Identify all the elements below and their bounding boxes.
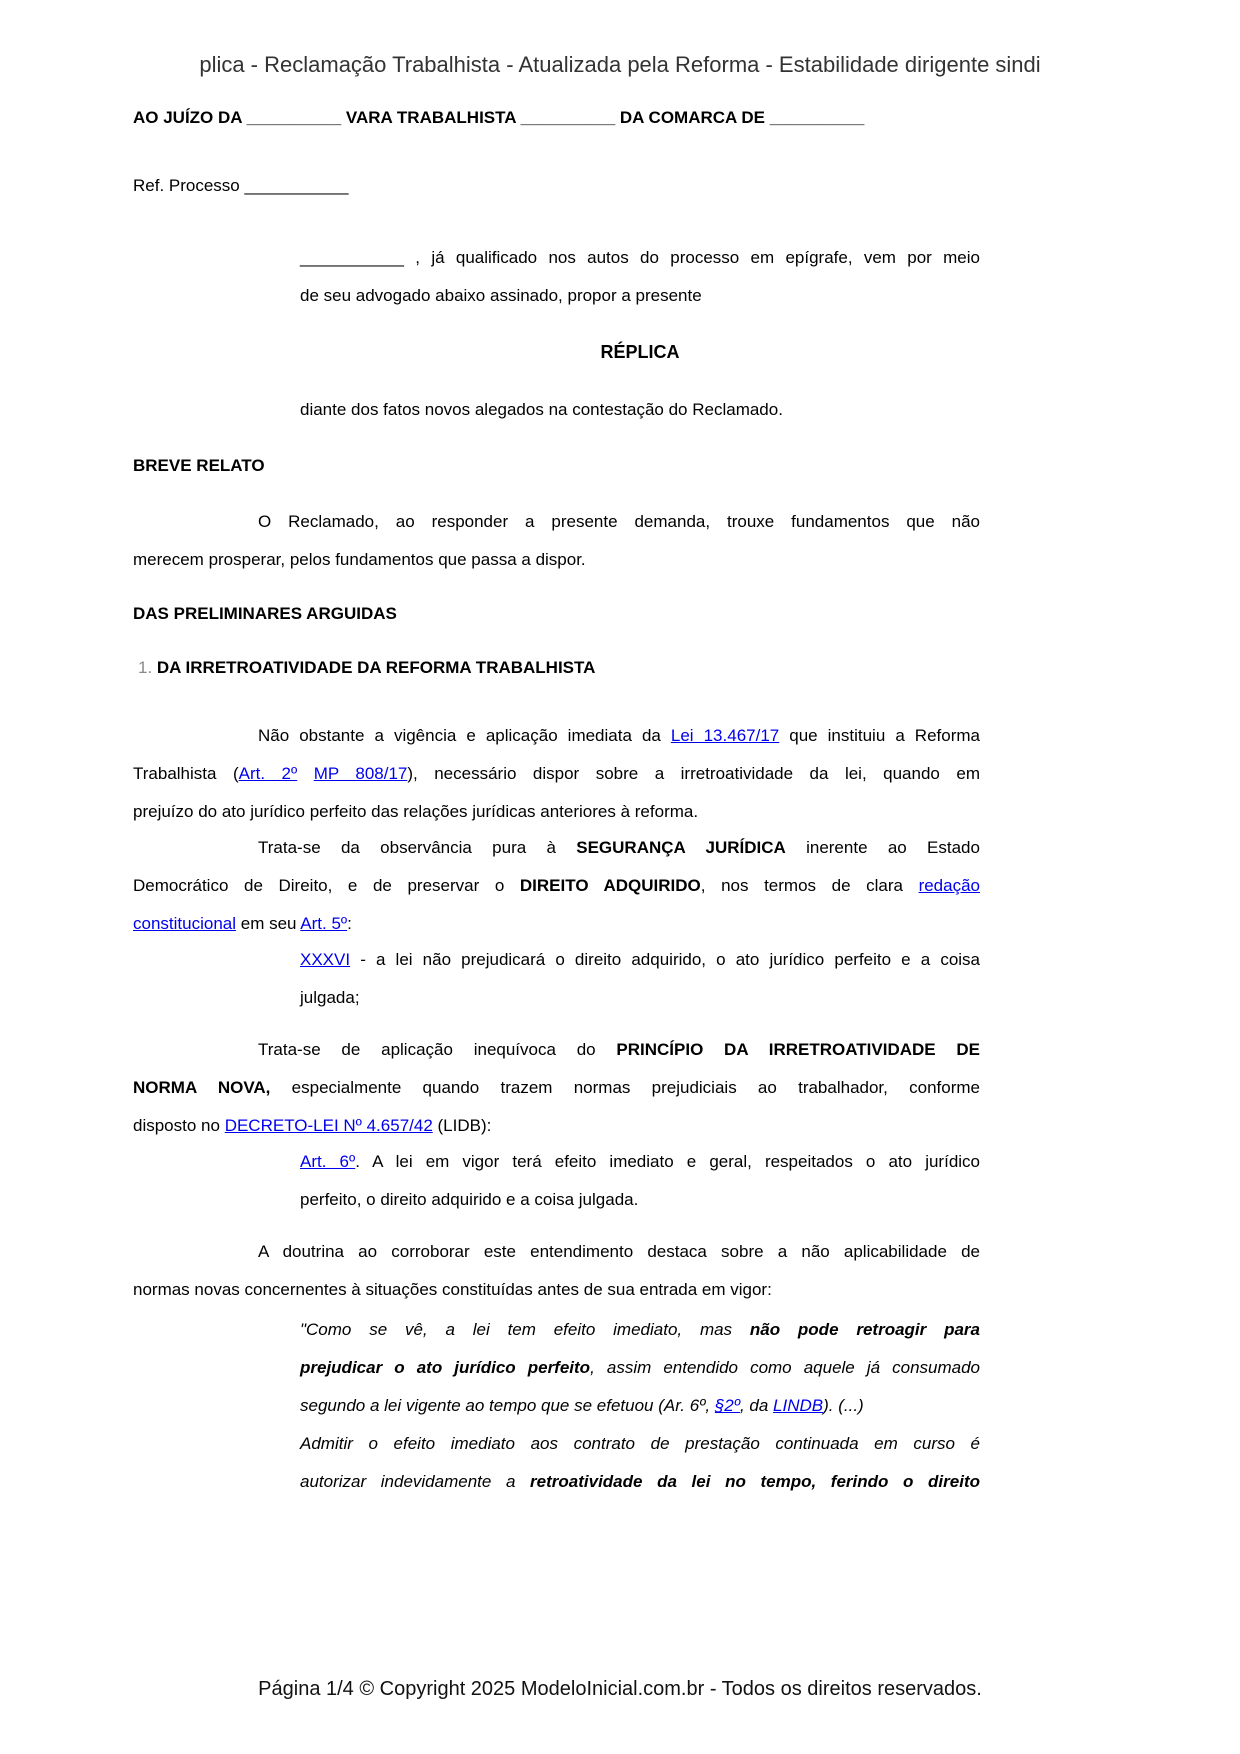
link-lindb[interactable]: LINDB — [773, 1396, 824, 1415]
quote-art6-line-2 — [300, 1188, 980, 1212]
diante-line — [300, 398, 980, 422]
text-run: prejudicar o ato jurídico perfeito — [300, 1358, 591, 1377]
text-run: SEGURANÇA JURÍDICA — [576, 838, 786, 857]
text-run: Ref. Processo ___________ — [133, 176, 349, 195]
link-art-5[interactable]: Art. 5º — [300, 914, 348, 933]
text-run: DAS PRELIMINARES ARGUIDAS — [133, 604, 397, 623]
link-mp-808-17[interactable]: MP 808/17 — [313, 764, 408, 783]
p-reclamado-line-2 — [133, 548, 980, 572]
qualification-line-1 — [300, 246, 980, 270]
text-run: BREVE RELATO — [133, 456, 265, 475]
text-run: "Como se vê, a lei tem efeito imediato, mas — [300, 1320, 750, 1339]
p-nao-obstante-line-3 — [133, 800, 980, 824]
text-run: - a lei não prejudicará o direito adquirido, o ato jurídico perfeito e a coisa — [350, 950, 980, 969]
text-run: , assim entendido como aquele já consumado — [590, 1358, 980, 1377]
text-run: , nos termos de clara — [700, 876, 919, 895]
text-run: merecem prosperar, pelos fundamentos que passa a dispor. — [133, 550, 586, 569]
text-run: AO JUÍZO DA __________ VARA TRABALHISTA __________ DA COMARCA DE __________ — [133, 108, 865, 127]
text-run: ). (...) — [823, 1396, 864, 1415]
quote-admitir-line-2 — [300, 1470, 980, 1494]
text-run: DIREITO ADQUIRIDO — [519, 876, 701, 895]
qualification-line-2 — [300, 284, 980, 308]
document-title: plica - Reclamação Trabalhista - Atualizada pela Reforma - Estabilidade dirigente sindi — [199, 52, 1041, 77]
p-nao-obstante-line-1 — [133, 724, 980, 748]
text-run — [297, 764, 313, 783]
das-preliminares-heading — [133, 602, 980, 626]
text-run: julgada; — [300, 988, 360, 1007]
link-art-2[interactable]: Art. 2º — [238, 764, 298, 783]
text-run: Democrático de Direito, e de preservar o — [133, 876, 520, 895]
text-run: segundo a lei vigente ao tempo que se efetuou (Ar. 6º, — [300, 1396, 715, 1415]
text-run: , da — [739, 1396, 774, 1415]
text-run: Não obstante a vigência e aplicação imediata da — [258, 726, 671, 745]
p-trata-se-line-2 — [133, 874, 980, 898]
text-run: inerente ao Estado — [785, 838, 980, 857]
section-number: 1. — [138, 658, 157, 677]
text-run: Trata-se de aplicação inequívoca do — [258, 1040, 617, 1059]
link-xxxvi[interactable]: XXXVI — [300, 950, 351, 969]
link-art-6[interactable]: Art. 6º — [300, 1152, 356, 1171]
link-constitucional[interactable]: constitucional — [133, 914, 237, 933]
section-1-heading — [138, 656, 980, 680]
text-run: RÉPLICA — [600, 342, 680, 362]
text-run: PRINCÍPIO DA IRRETROATIVIDADE DE — [616, 1040, 980, 1059]
text-run: de seu advogado abaixo assinado, propor a presente — [300, 286, 702, 305]
p-trata-se-line-1 — [133, 836, 980, 860]
text-run: Trabalhista ( — [133, 764, 239, 783]
p-doutrina-line-2 — [133, 1278, 980, 1302]
replica-heading — [300, 340, 980, 364]
text-run: Trata-se da observância pura à — [258, 838, 577, 857]
text-run: normas novas concernentes à situações constituídas antes de sua entrada em vigor: — [133, 1280, 772, 1299]
text-run: : — [347, 914, 352, 933]
text-run: diante dos fatos novos alegados na contestação do Reclamado. — [300, 400, 783, 419]
link-lei-13467-17[interactable]: Lei 13.467/17 — [670, 726, 780, 745]
link-paragrafo-2[interactable]: §2º — [714, 1396, 740, 1415]
breve-relato-heading — [133, 454, 980, 478]
quote-como-se-ve-line-1 — [300, 1318, 980, 1342]
link-decreto-lei-4657-42[interactable]: DECRETO-LEI Nº 4.657/42 — [224, 1116, 433, 1135]
link-redacao[interactable]: redação — [918, 876, 980, 895]
p-trata-se-line-3 — [133, 912, 980, 936]
p-doutrina-line-1 — [133, 1240, 980, 1264]
text-run: não pode retroagir para — [749, 1320, 980, 1339]
quote-como-se-ve-line-3 — [300, 1394, 980, 1418]
text-run: que instituiu a Reforma — [779, 726, 980, 745]
p-nao-obstante-line-2 — [133, 762, 980, 786]
quote-xxxvi-line-1 — [300, 948, 980, 972]
text-run: A doutrina ao corroborar este entendimento destaca sobre a não aplicabilidade de — [258, 1242, 980, 1261]
quote-xxxvi-line-2 — [300, 986, 980, 1010]
quote-art6-line-1 — [300, 1150, 980, 1174]
text-run: O Reclamado, ao responder a presente demanda, trouxe fundamentos que não — [258, 512, 980, 531]
text-run: disposto no — [133, 1116, 225, 1135]
text-run: ___________ , já qualificado nos autos do processo em epígrafe, vem por meio — [300, 248, 980, 267]
page-footer: Página 1/4 © Copyright 2025 ModeloInicial.com.br - Todos os direitos reservados. — [258, 1678, 982, 1700]
text-run: especialmente quando trazem normas prejudiciais ao trabalhador, conforme — [270, 1078, 980, 1097]
text-run: retroatividade da lei no tempo, ferindo o direito — [530, 1472, 980, 1491]
court-header-line — [133, 106, 980, 130]
text-run: autorizar indevidamente a — [300, 1472, 531, 1491]
p-principio-line-2 — [133, 1076, 980, 1100]
p-principio-line-3 — [133, 1114, 980, 1138]
quote-como-se-ve-line-2 — [300, 1356, 980, 1380]
p-reclamado-line-1 — [133, 510, 980, 534]
text-run: . A lei em vigor terá efeito imediato e geral, respeitados o ato jurídico — [355, 1152, 981, 1171]
text-run: ), necessário dispor sobre a irretroatividade da lei, quando em — [407, 764, 980, 783]
text-run: Admitir o efeito imediato aos contrato de prestação continuada em curso é — [300, 1434, 980, 1453]
section-title: DA IRRETROATIVIDADE DA REFORMA TRABALHISTA — [156, 658, 596, 677]
text-run: perfeito, o direito adquirido e a coisa julgada. — [300, 1190, 639, 1209]
p-principio-line-1 — [133, 1038, 980, 1062]
text-run: NORMA NOVA, — [133, 1078, 271, 1097]
text-run: (LIDB): — [432, 1116, 492, 1135]
ref-processo-line — [133, 174, 980, 198]
text-run: prejuízo do ato jurídico perfeito das relações jurídicas anteriores à reforma. — [133, 802, 699, 821]
text-run: em seu — [236, 914, 301, 933]
quote-admitir-line-1 — [300, 1432, 980, 1456]
